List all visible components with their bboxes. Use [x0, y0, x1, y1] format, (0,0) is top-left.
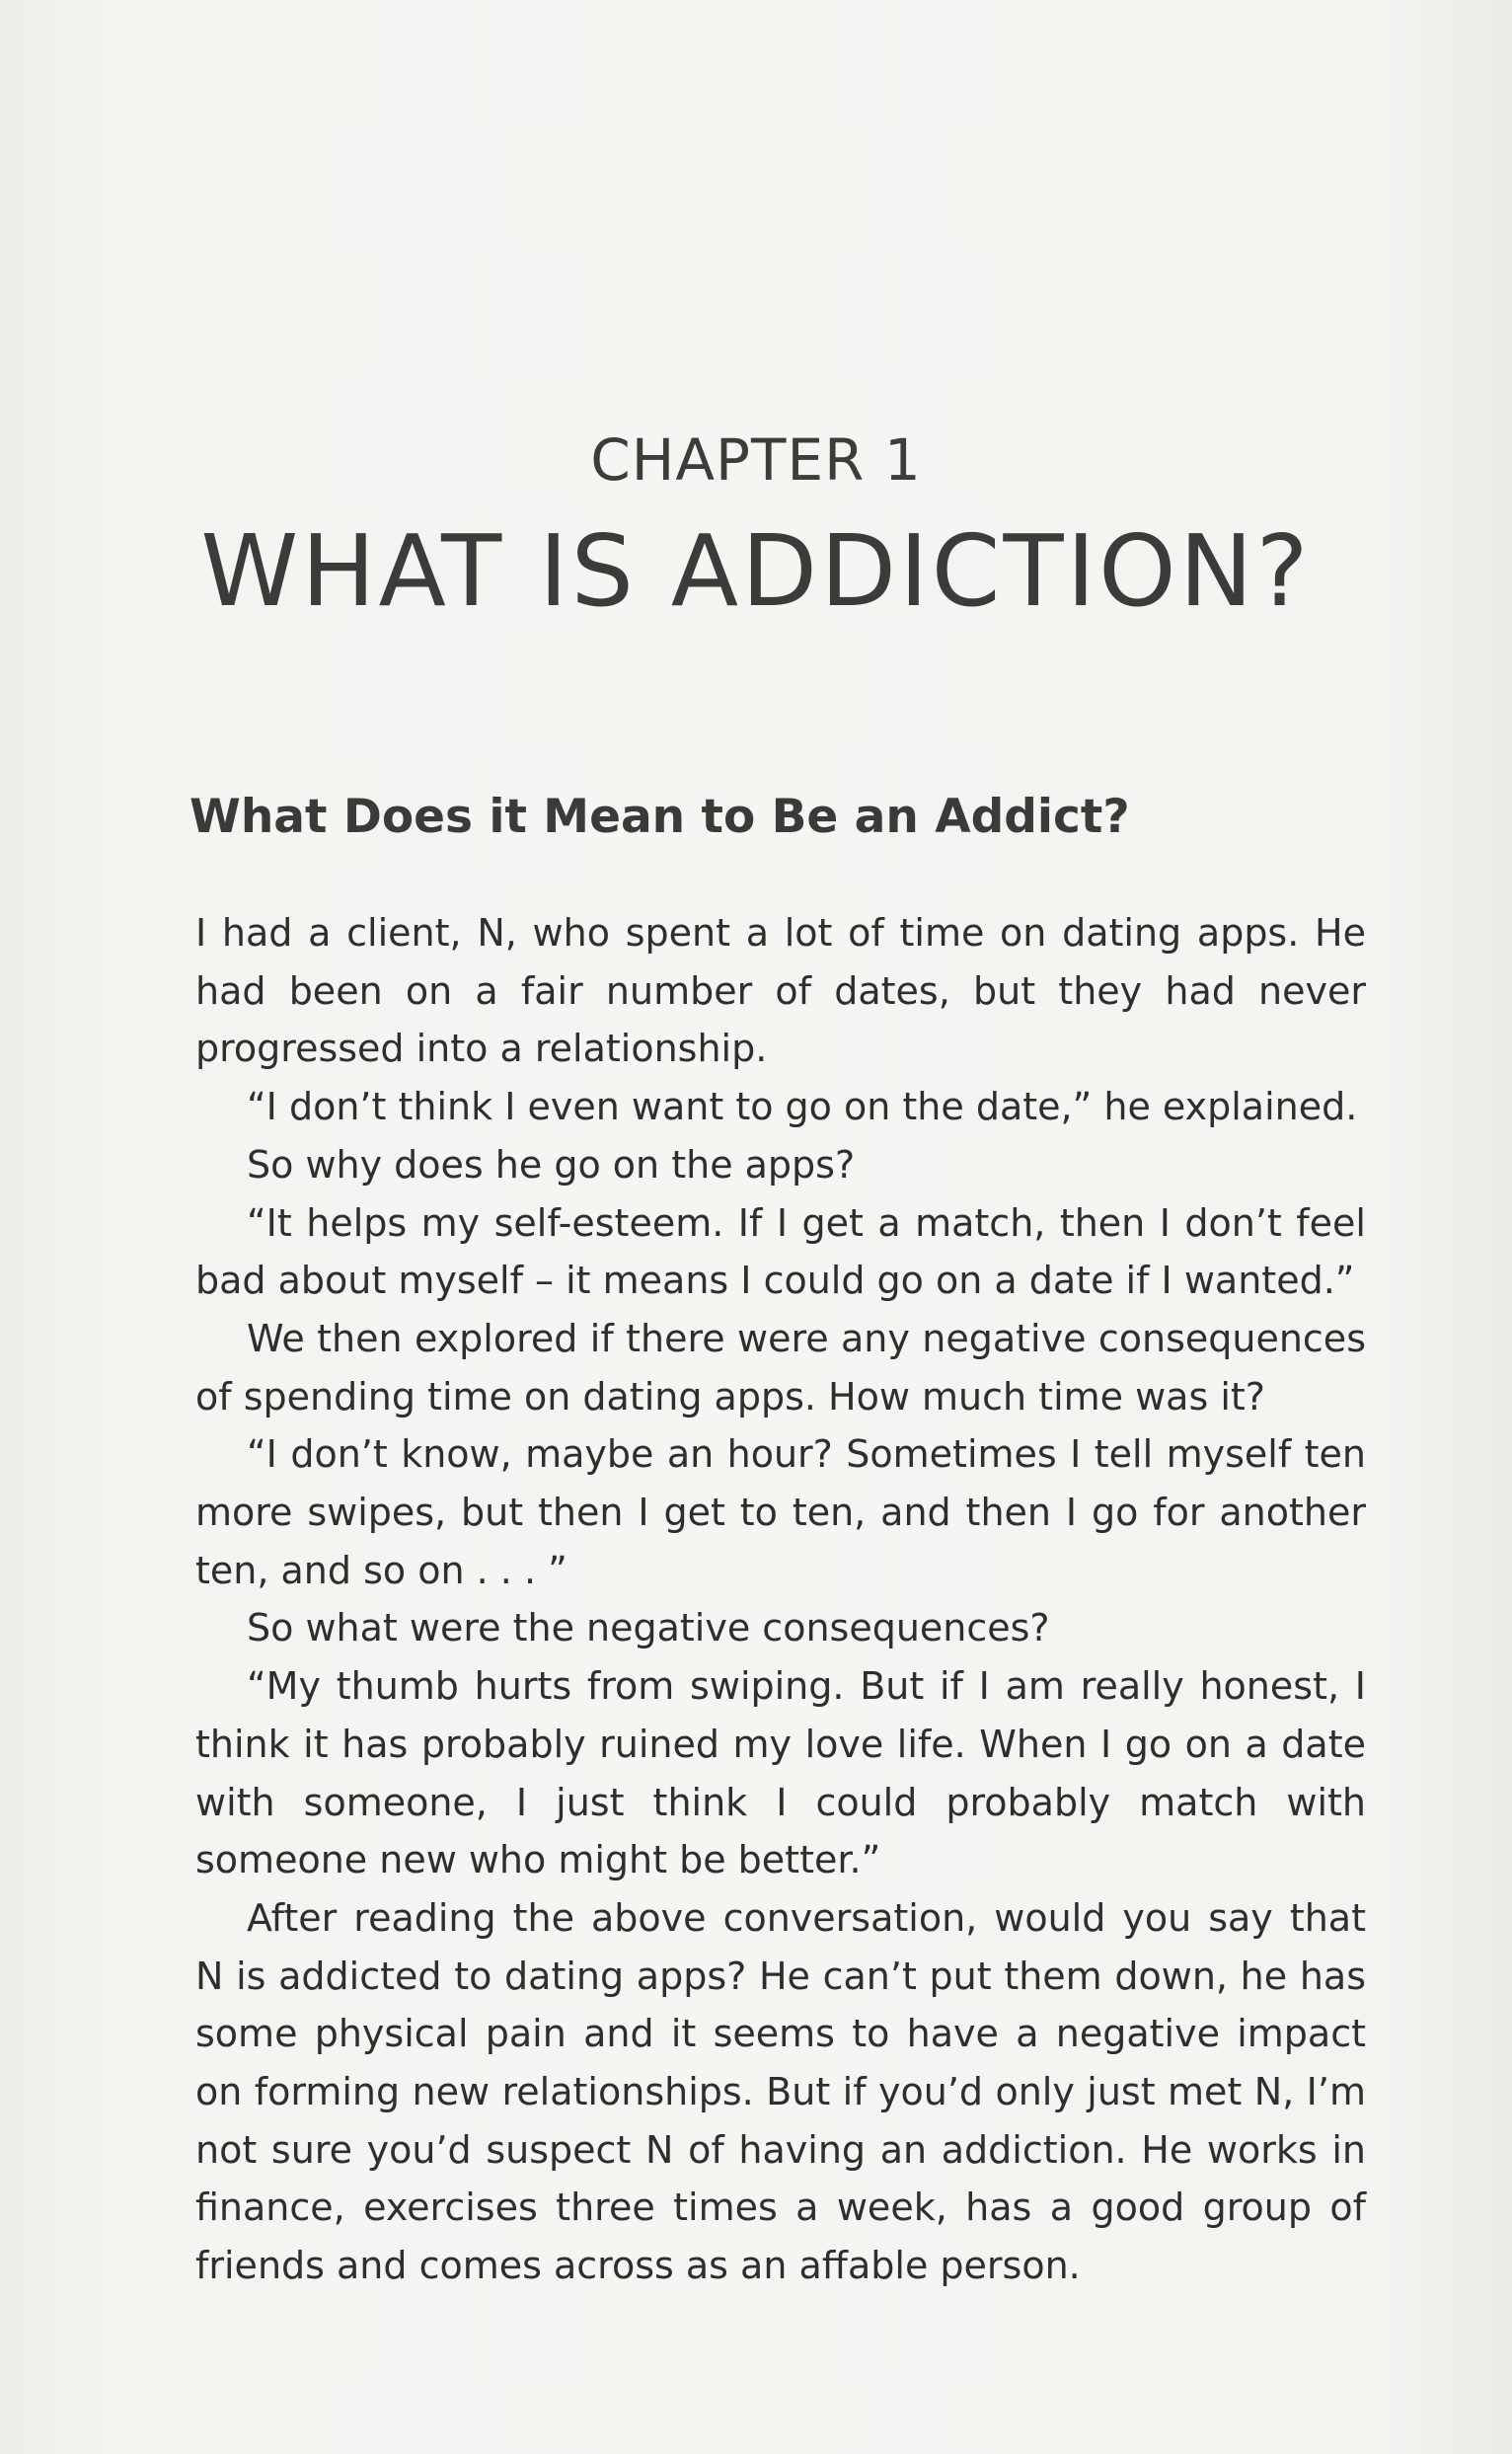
chapter-title: WHAT IS ADDICTION? — [200, 513, 1312, 629]
paragraph: I had a client, N, who spent a lot of time on dating apps. He had been on a fair number of dates, but they had never progressed into a relationship. — [195, 911, 1366, 1071]
paragraph: “I don’t think I even want to go on the date,” he explained. — [247, 1085, 1358, 1129]
paragraph: After reading the above conversation, would you say that N is addicted to dating apps? He can’t put them down, he has some physical pain and it seems to have a negative impact on forming new relationships. But if you’d only just met N, I’m not sure you’d suspect N of having an addiction. He works in finance, exercises three times a week, has a good group of friends and comes across as an affable person. — [195, 1895, 1366, 2288]
section-heading: What Does it Mean to Be an Addict? — [189, 790, 1130, 844]
paragraph: “My thumb hurts from swiping. But if I am really honest, I think it has probably ruined my love life. When I go on a date with someone, I just think I could probably match with someone new who might be better.” — [195, 1664, 1366, 1882]
chapter-number: CHAPTER 1 — [590, 426, 922, 494]
paragraph: So what were the negative consequences? — [247, 1606, 1050, 1650]
paragraph: “It helps my self-esteem. If I get a match, then I don’t feel bad about myself – it means I could go on a date if I wanted.” — [195, 1200, 1366, 1303]
paragraph: We then explored if there were any negative consequences of spending time on dating apps. How much time was it? — [195, 1316, 1366, 1419]
paragraph: “I don’t know, maybe an hour? Sometimes I tell myself ten more swipes, but then I get to ten, and then I go for another ten, and so on . . . ” — [195, 1432, 1366, 1592]
paragraph: So why does he go on the apps? — [247, 1142, 856, 1187]
body-text — [195, 904, 1366, 2295]
